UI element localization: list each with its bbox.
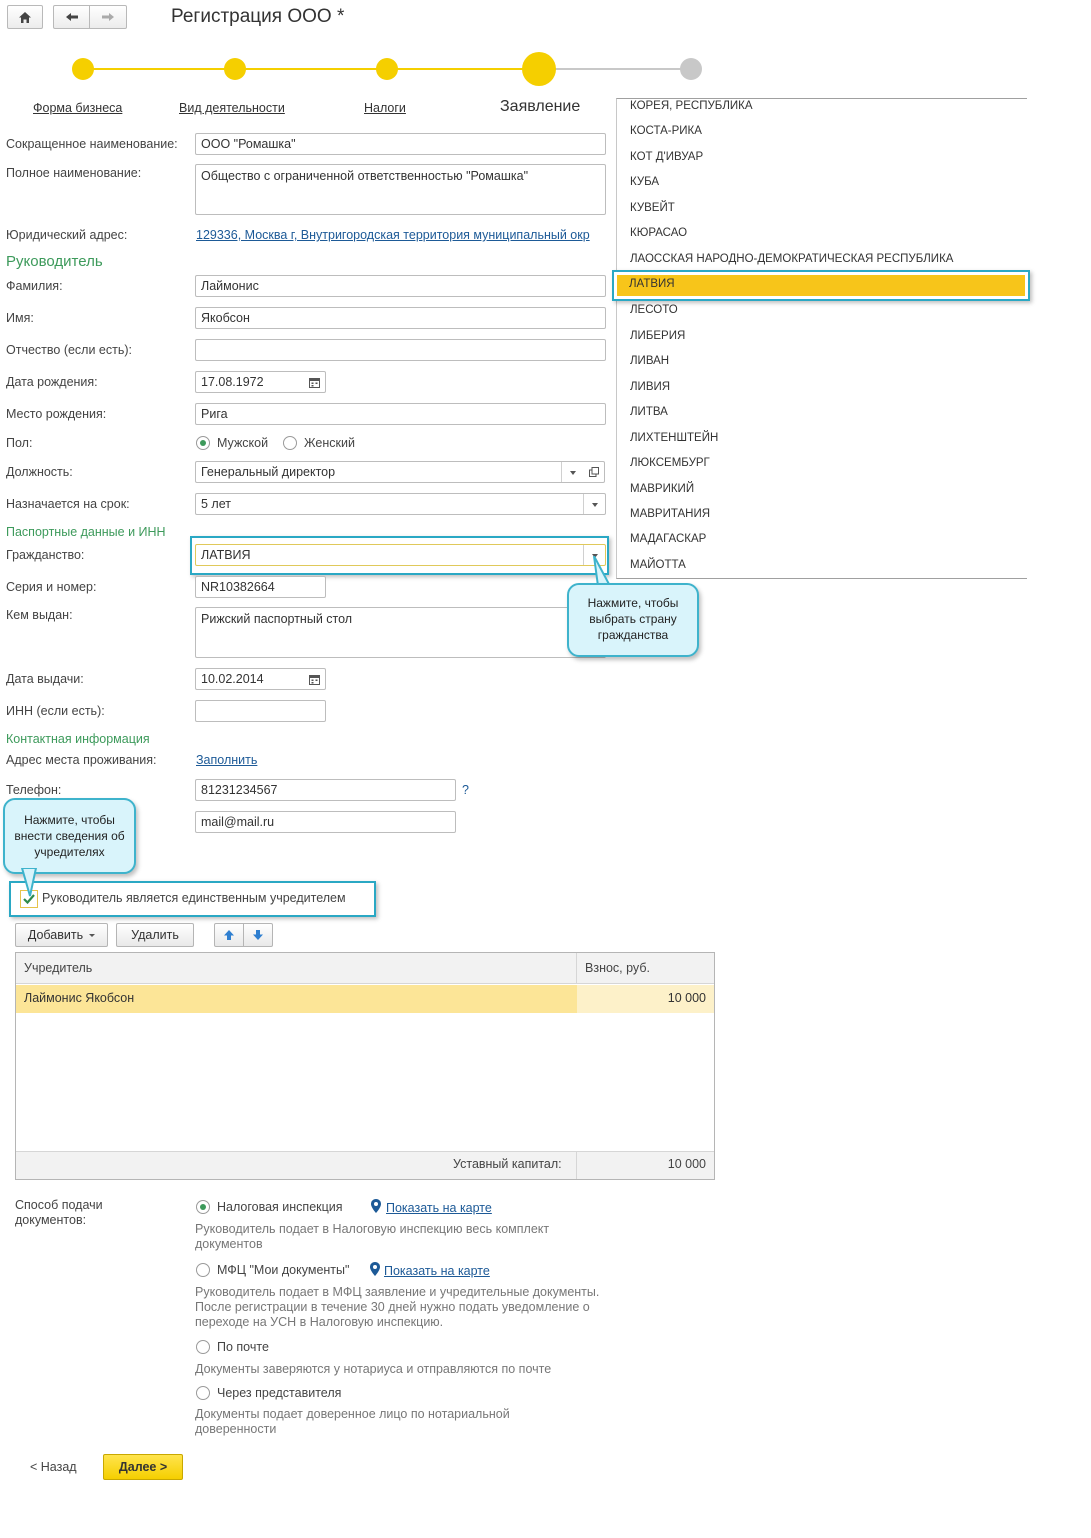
director-section-title: Руководитель xyxy=(6,253,103,270)
gender-male-label[interactable]: Мужской xyxy=(217,436,269,450)
country-dropdown-list[interactable] xyxy=(616,98,1027,579)
address-label: Юридический адрес: xyxy=(6,228,128,242)
country-item[interactable]: ЛИВИЯ xyxy=(630,381,671,393)
step-activity[interactable]: Вид деятельности xyxy=(179,101,285,115)
delete-founder-button[interactable] xyxy=(116,923,194,947)
country-item[interactable]: КОРЕЯ, РЕСПУБЛИКА xyxy=(630,100,753,112)
step-dot-next xyxy=(680,58,702,80)
country-item[interactable]: МАЙОТТА xyxy=(630,559,686,571)
home-icon xyxy=(18,11,32,24)
back-button[interactable]: < Назад xyxy=(30,1460,77,1474)
sole-founder-label[interactable]: Руководитель является единственным учредителем xyxy=(42,891,346,905)
submission-mfc-label[interactable]: МФЦ "Мои документы" xyxy=(217,1263,350,1277)
position-dropdown-button[interactable] xyxy=(561,462,583,483)
move-up-button[interactable] xyxy=(214,923,244,947)
firstname-label: Имя: xyxy=(6,311,34,325)
citizenship-select[interactable] xyxy=(195,544,606,566)
country-item[interactable]: ЛИБЕРИЯ xyxy=(630,330,686,342)
arrow-left-icon xyxy=(65,12,79,22)
submission-agent-label[interactable]: Через представителя xyxy=(217,1386,342,1400)
step-taxes[interactable]: Налоги xyxy=(364,101,406,115)
term-dropdown-button[interactable] xyxy=(583,494,605,515)
country-item[interactable]: КУБА xyxy=(630,176,660,188)
issued-by-input[interactable]: Рижский паспортный стол xyxy=(195,607,606,658)
step-dot-business-form xyxy=(72,58,94,80)
issue-date-calendar-button[interactable] xyxy=(304,668,326,690)
submission-tax-map-link[interactable]: Показать на карте xyxy=(386,1201,492,1215)
position-value: Генеральный директор xyxy=(201,465,336,479)
submission-agent-note: Документы подает доверенное лицо по нотариальной доверенности xyxy=(195,1407,510,1436)
gender-label: Пол: xyxy=(6,436,33,450)
position-select[interactable] xyxy=(195,461,584,483)
submission-tax-label[interactable]: Налоговая инспекция xyxy=(217,1200,343,1214)
country-item[interactable]: КЮРАСАО xyxy=(630,227,688,239)
callout-pointer-founders xyxy=(18,868,42,898)
submission-mfc-map-link[interactable]: Показать на карте xyxy=(384,1264,490,1278)
table-footer xyxy=(16,1151,714,1179)
submission-tax-note: Руководитель подает в Налоговую инспекцию весь комплект документов xyxy=(195,1222,550,1251)
move-down-button[interactable] xyxy=(243,923,273,947)
issued-by-label: Кем выдан: xyxy=(6,608,73,622)
submission-post-label[interactable]: По почте xyxy=(217,1340,269,1354)
citizenship-value: ЛАТВИЯ xyxy=(201,548,251,562)
step-dot-taxes xyxy=(376,58,398,80)
step-dot-activity xyxy=(224,58,246,80)
address-link[interactable]: 129336, Москва г, Внутригородская территория муниципальный окр xyxy=(196,228,590,242)
submission-post-note: Документы заверяются у нотариуса и отправляются по почте xyxy=(195,1362,552,1376)
map-pin-icon xyxy=(371,1199,381,1213)
birthdate-calendar-button[interactable] xyxy=(304,371,326,393)
forward-nav-button[interactable] xyxy=(89,5,127,29)
full-name-label: Полное наименование: xyxy=(6,166,142,180)
gender-female-radio[interactable] xyxy=(283,436,297,450)
birthdate-input[interactable]: 17.08.1972 xyxy=(195,371,305,393)
arrow-down-icon xyxy=(252,929,264,941)
founders-table xyxy=(15,952,715,1180)
term-label: Назначается на срок: xyxy=(6,497,130,511)
founder-amount-cell: 10 000 xyxy=(667,991,706,1005)
contacts-section-title: Контактная информация xyxy=(6,732,150,746)
step-business-form[interactable]: Форма бизнеса xyxy=(33,101,123,115)
inn-label: ИНН (если есть): xyxy=(6,704,105,718)
gender-female-label[interactable]: Женский xyxy=(304,436,355,450)
add-founder-button[interactable] xyxy=(15,923,108,947)
step-application: Заявление xyxy=(500,98,581,115)
capital-label: Уставный капитал: xyxy=(453,1157,562,1171)
submission-tax-radio[interactable] xyxy=(196,1200,210,1214)
calendar-icon xyxy=(309,377,320,388)
full-name-input[interactable]: Общество с ограниченной ответственностью "Ромашка" xyxy=(195,164,606,215)
progress-line-done xyxy=(83,68,539,70)
lastname-label: Фамилия: xyxy=(6,279,63,293)
arrow-right-icon xyxy=(101,12,115,22)
inn-input[interactable] xyxy=(195,700,326,722)
next-button[interactable] xyxy=(103,1454,183,1480)
founder-name-cell: Лаймонис Якобсон xyxy=(24,991,135,1005)
footer-divider xyxy=(576,1151,577,1179)
country-item[interactable]: МАВРИТАНИЯ xyxy=(630,508,711,520)
column-header-amount[interactable]: Взнос, руб. xyxy=(585,961,650,975)
birthplace-label: Место рождения: xyxy=(6,407,107,421)
chevron-down-icon xyxy=(89,934,95,937)
submission-agent-radio[interactable] xyxy=(196,1386,210,1400)
map-pin-icon xyxy=(370,1262,380,1276)
phone-label: Телефон: xyxy=(6,783,62,797)
patronymic-input[interactable] xyxy=(195,339,606,361)
position-open-button[interactable] xyxy=(583,461,605,483)
country-item[interactable]: ЛАОССКАЯ НАРОДНО-ДЕМОКРАТИЧЕСКАЯ РЕСПУБЛИКА xyxy=(630,253,954,265)
short-name-input[interactable]: ООО "Ромашка" xyxy=(195,133,606,155)
birthplace-input[interactable]: Рига xyxy=(195,403,606,425)
delete-founder-label: Удалить xyxy=(131,928,179,942)
submission-post-radio[interactable] xyxy=(196,1340,210,1354)
next-button-label: Далее > xyxy=(118,1460,168,1474)
add-founder-label: Добавить xyxy=(27,928,84,942)
founders-callout: Нажмите, чтобы внести сведения об учредителях xyxy=(3,798,136,874)
lastname-input[interactable]: Лаймонис xyxy=(195,275,606,297)
selected-country-fill xyxy=(617,275,1025,296)
submission-label: Способ подачи документов: xyxy=(15,1198,103,1227)
step-dot-application xyxy=(522,52,556,86)
column-divider xyxy=(576,953,577,984)
gender-male-radio[interactable] xyxy=(196,436,210,450)
country-item[interactable]: МАДАГАСКАР xyxy=(630,533,707,545)
country-item[interactable]: КОТ Д'ИВУАР xyxy=(630,151,704,163)
chevron-down-icon xyxy=(592,503,598,507)
position-label: Должность: xyxy=(6,465,73,479)
short-name-label: Сокращенное наименование: xyxy=(6,137,178,151)
citizenship-callout: Нажмите, чтобы выбрать страну гражданства xyxy=(567,583,699,657)
country-item[interactable]: ЛИТВА xyxy=(630,406,668,418)
selected-country-label: ЛАТВИЯ xyxy=(629,278,675,290)
citizenship-label: Гражданство: xyxy=(6,548,85,562)
country-item-selected[interactable] xyxy=(612,270,1030,301)
calendar-icon xyxy=(309,674,320,685)
country-item[interactable]: МАВРИКИЙ xyxy=(630,483,695,495)
country-item[interactable]: КОСТА-РИКА xyxy=(630,125,702,137)
country-item[interactable]: КУВЕЙТ xyxy=(630,202,675,214)
passport-number-input[interactable]: NR10382664 xyxy=(195,576,326,598)
email-input[interactable]: mail@mail.ru xyxy=(195,811,456,833)
term-value: 5 лет xyxy=(201,497,231,511)
window-title: Регистрация ООО * xyxy=(171,6,345,27)
capital-total: 10 000 xyxy=(667,1157,706,1171)
progress-line-todo xyxy=(539,68,691,70)
residence-label: Адрес места проживания: xyxy=(6,753,157,767)
firstname-input[interactable]: Якобсон xyxy=(195,307,606,329)
arrow-up-icon xyxy=(223,929,235,941)
open-window-icon xyxy=(589,467,599,477)
country-item[interactable]: ЛЕСОТО xyxy=(630,304,678,316)
country-item[interactable]: ЛЮКСЕМБУРГ xyxy=(630,457,710,469)
chevron-down-icon xyxy=(570,471,576,475)
submission-mfc-note: Руководитель подает в МФЦ заявление и учредительные документы. После регистрации в течение 30 дней нужно подать уведомление о переходе на УСН в Налоговую инспекцию. xyxy=(195,1285,600,1329)
issue-date-input[interactable]: 10.02.2014 xyxy=(195,668,305,690)
country-item[interactable]: ЛИХТЕНШТЕЙН xyxy=(630,432,719,444)
home-button[interactable] xyxy=(7,5,43,29)
phone-help-icon[interactable]: ? xyxy=(462,783,469,797)
issue-date-label: Дата выдачи: xyxy=(6,672,84,686)
term-select[interactable] xyxy=(195,493,606,515)
column-header-founder[interactable]: Учредитель xyxy=(24,961,93,975)
birthdate-label: Дата рождения: xyxy=(6,375,98,389)
patronymic-label: Отчество (если есть): xyxy=(6,343,133,357)
submission-mfc-radio[interactable] xyxy=(196,1263,210,1277)
residence-fill-link[interactable]: Заполнить xyxy=(196,753,258,767)
back-nav-button[interactable] xyxy=(53,5,90,29)
phone-input[interactable]: 81231234567 xyxy=(195,779,456,801)
passport-section-title: Паспортные данные и ИНН xyxy=(6,525,166,539)
country-item[interactable]: ЛИВАН xyxy=(630,355,670,367)
passport-number-label: Серия и номер: xyxy=(6,580,97,594)
